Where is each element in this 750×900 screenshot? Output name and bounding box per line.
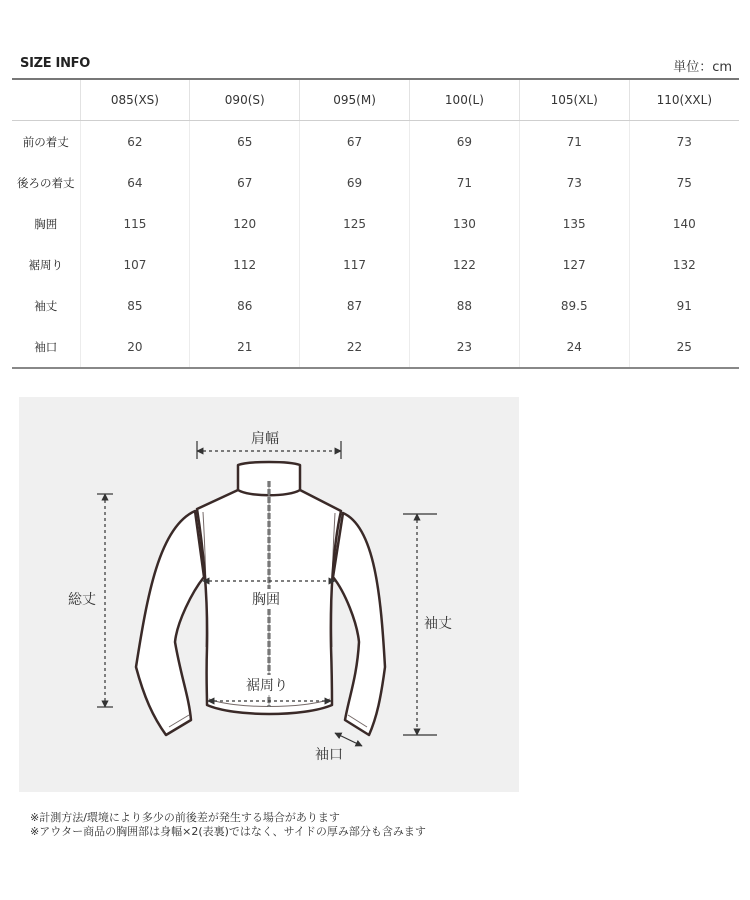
table-cell: 135 bbox=[519, 203, 629, 244]
table-cell: 89.5 bbox=[519, 285, 629, 326]
table-row bbox=[12, 121, 739, 163]
table-cell: 67 bbox=[300, 121, 410, 163]
table-cell: 115 bbox=[80, 203, 190, 244]
sleeve-length-label: 袖丈 bbox=[424, 616, 452, 632]
total-length-label: 総丈 bbox=[68, 592, 96, 608]
table-row bbox=[12, 244, 739, 285]
table-cell: 130 bbox=[409, 203, 519, 244]
table-cell: 140 bbox=[629, 203, 739, 244]
table-cell: 91 bbox=[629, 285, 739, 326]
table-cell: 22 bbox=[300, 326, 410, 368]
table-cell: 122 bbox=[409, 244, 519, 285]
table-cell: 64 bbox=[80, 162, 190, 203]
column-header: 110(XXL) bbox=[629, 80, 739, 121]
table-cell: 88 bbox=[409, 285, 519, 326]
page-title: SIZE INFO bbox=[20, 56, 90, 71]
shoulder-label: 肩幅 bbox=[251, 431, 279, 447]
table-cell: 21 bbox=[190, 326, 300, 368]
note-line: ※計測方法/環境により多少の前後差が発生する場合があります bbox=[30, 811, 340, 824]
note-line: ※アウター商品の胸囲部は身幅×2(表裏)ではなく、サイドの厚み部分も含みます bbox=[30, 825, 426, 838]
table-cell: 120 bbox=[190, 203, 300, 244]
table-cell: 62 bbox=[80, 121, 190, 163]
table-cell: 132 bbox=[629, 244, 739, 285]
table-cell: 71 bbox=[409, 162, 519, 203]
table-cell: 65 bbox=[190, 121, 300, 163]
table-cell: 69 bbox=[300, 162, 410, 203]
table-cell: 24 bbox=[519, 326, 629, 368]
hem-label: 裾周り bbox=[246, 675, 288, 695]
row-label: 前の着丈 bbox=[22, 134, 69, 149]
row-label: 胸囲 bbox=[34, 216, 58, 231]
table-header-row bbox=[12, 80, 739, 121]
size-table bbox=[12, 80, 739, 369]
table-cell: 107 bbox=[80, 244, 190, 285]
row-label: 袖丈 bbox=[34, 298, 58, 313]
row-label: 袖口 bbox=[12, 326, 80, 368]
row-label: 後ろの着丈 bbox=[17, 175, 75, 190]
table-cell: 69 bbox=[409, 121, 519, 163]
notes bbox=[30, 811, 426, 839]
table-cell: 23 bbox=[409, 326, 519, 368]
table-cell: 67 bbox=[190, 162, 300, 203]
table-cell: 85 bbox=[80, 285, 190, 326]
table-row bbox=[12, 162, 739, 203]
table-cell: 25 bbox=[629, 326, 739, 368]
column-header: 095(M) bbox=[300, 80, 410, 121]
table-cell: 20 bbox=[80, 326, 190, 368]
table-cell: 127 bbox=[519, 244, 629, 285]
table-row bbox=[12, 326, 739, 368]
table-row bbox=[12, 203, 739, 244]
column-header: 105(XL) bbox=[519, 80, 629, 121]
table-cell: 73 bbox=[519, 162, 629, 203]
table-cell: 71 bbox=[519, 121, 629, 163]
table-cell: 112 bbox=[190, 244, 300, 285]
table-cell: 73 bbox=[629, 121, 739, 163]
column-header: 100(L) bbox=[409, 80, 519, 121]
column-header: 090(S) bbox=[190, 80, 300, 121]
table-corner-cell bbox=[12, 80, 80, 121]
column-header: 085(XS) bbox=[80, 80, 190, 121]
measurement-diagram bbox=[19, 397, 519, 792]
table-cell: 87 bbox=[300, 285, 410, 326]
cuff-label: 袖口 bbox=[315, 747, 343, 763]
table-cell: 125 bbox=[300, 203, 410, 244]
table-cell: 75 bbox=[629, 162, 739, 203]
table-cell: 117 bbox=[300, 244, 410, 285]
unit-label: 単位：cm bbox=[673, 60, 732, 75]
table-row bbox=[12, 285, 739, 326]
table-cell: 86 bbox=[190, 285, 300, 326]
row-label: 裾周り bbox=[28, 257, 63, 272]
chest-label: 胸囲 bbox=[252, 589, 280, 609]
